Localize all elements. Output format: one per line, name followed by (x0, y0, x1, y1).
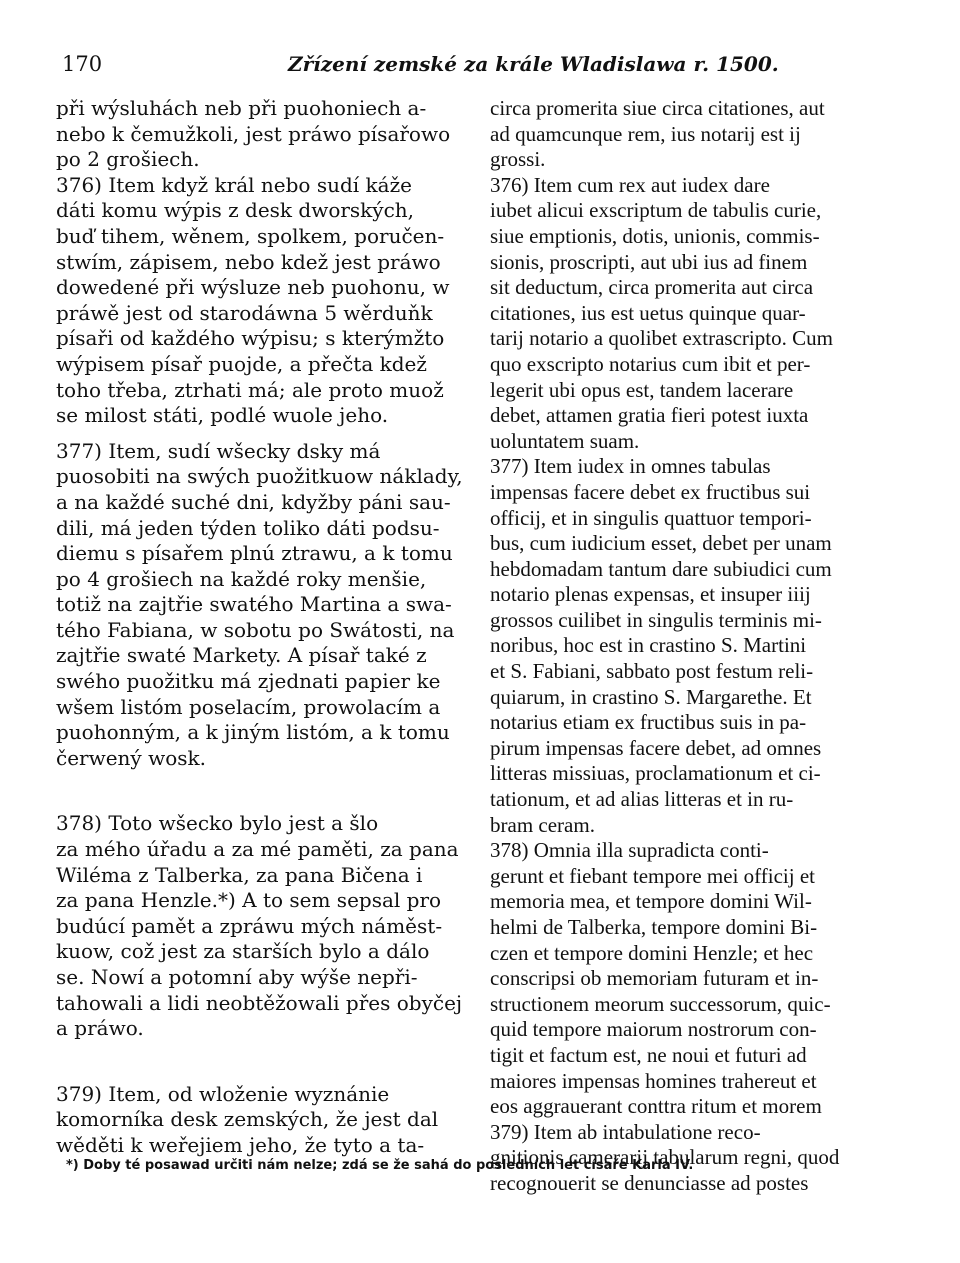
czech-column (56, 96, 464, 1159)
paragraph-377: 377) Item, sudí wšecky dsky má puosobiti na swých puožitkuow náklady, a na každé suché dni, kdyžby páni sau- dili, má jeden týden toliko dáti podsu- diemu s písařem plnú ztrawu, a k tomu po 4 grošiech na každé roky menšie, totiž na zajtřie swatého Martina a swa- tého Fabiana, w sobotu po Swátosti, na zajtřie swaté Markety. A písař také z swého puožitku má zjednati papier ke wšem listóm poselacím, prowolacím a puohonným, a k jiným listóm, a k tomu čerwený wosk. (56, 438, 463, 770)
page-number: 170 (62, 52, 103, 76)
footnote: *) Doby té posawad určiti nám nelze; zdá se že sahá do posledních let císaře Karla IV. (66, 1158, 694, 1173)
paragraph-377: 377) Item iudex in omnes tabulas impensas facere debet ex fructibus sui officij, et in singulis quattuor tempori- bus, cum iudicium esset, debet per unam hebdomadam tantum dare subiudici cum notario plenas expensas, et insuper iiij grossos cuilibet in singulis terminis mi- noribus, hoc est in crastino S. Martini et S. Fabiani, sabbato post festum reli- quiarum, in crastino S. Margarethe. Et notarius etiam ex fructibus suis in pa- pirum impensas facere debet, ad omnes litteras missiuas, proclamationum et ci- tationum, et ad alias litteras et in ru- bram ceram. (490, 454, 832, 837)
paragraph-continuation: při wýsluhách neb při puohoniech a- nebo k čemužkoli, jest práwo písařowo po 2 grošiech. (56, 96, 451, 172)
paragraph-376: 376) Item cum rex aut iudex dare iubet alicui exscriptum de tabulis curie, siue emptionis, dotis, unionis, commis- sionis, proscripti, aut ubi ius ad finem sit deductum, circa promerita aut circa citationes, ius est uetus quinque quar- tarij notario a quolibet extrascripto. Cum quo exscripto notarius cum ibit et per- legerit ubi opus est, tandem lacerare debet, attamen gratia fieri potest iuxta uoluntatem suam. (490, 172, 833, 453)
paragraph-378: 378) Toto wšecko bylo jest a šlo za mého úřadu a za mé paměti, za pana Wiléma z Talberka, za pana Bičena i za pana Henzle.*) A to sem sepsal pro budúcí pamět a zpráwu mých náměst- kuow, což jest za starších bylo a dálo se. Nowí a potomní aby wýše nepři- tahowali a lidi neobtěžowali přes obyčej a práwo. (56, 811, 463, 1041)
paragraph-continuation: circa promerita siue circa citationes, aut ad quamcunque rem, ius notarij est ij grossi. (490, 96, 825, 172)
paragraph-379: 379) Item ab intabulatione reco- gnitionis camerarij tabularum regni, quod recognouerit se denunciasse ad postes (490, 1119, 840, 1195)
paragraph-376: 376) Item když král nebo sudí káže dáti komu wýpis z desk dworských, buď tihem, wěnem, spolkem, poručen- stwím, zápisem, nebo kdež jest práwo dowedené při wýsluze neb puohonu, w práwě jest od starodáwna 5 wěrduňk písaři od každého wýpisu; s kterýmžto wýpisem písař puojde, a přečta kdež toho třeba, ztrhati má; ale proto muož se milost státi, podlé wuole jeho. (56, 172, 450, 428)
paragraph-378: 378) Omnia illa supradicta conti- gerunt et fiebant tempore mei officij et memoria mea, et tempore domini Wil- helmi de Talberka, tempore domini Bi- czen et tempore domini Henzle; et hec conscripsi ob memoriam futuram et in- structionem meorum successorum, quic- quid tempore maiorum nostrorum con- tigit et factum est, ne noui et futuri ad maiores impensas homines trahereut et eos aggrauerant conttra ritum et morem (490, 838, 831, 1119)
running-title: Zřízení zemské za krále Wladislawa r. 1500. (288, 52, 779, 76)
latin-column (490, 96, 902, 1197)
paragraph-379: 379) Item, od wloženie wyznánie komorníka desk zemských, že jest dal wěděti k weřejiem jeho, že tyto a ta- (56, 1081, 439, 1157)
